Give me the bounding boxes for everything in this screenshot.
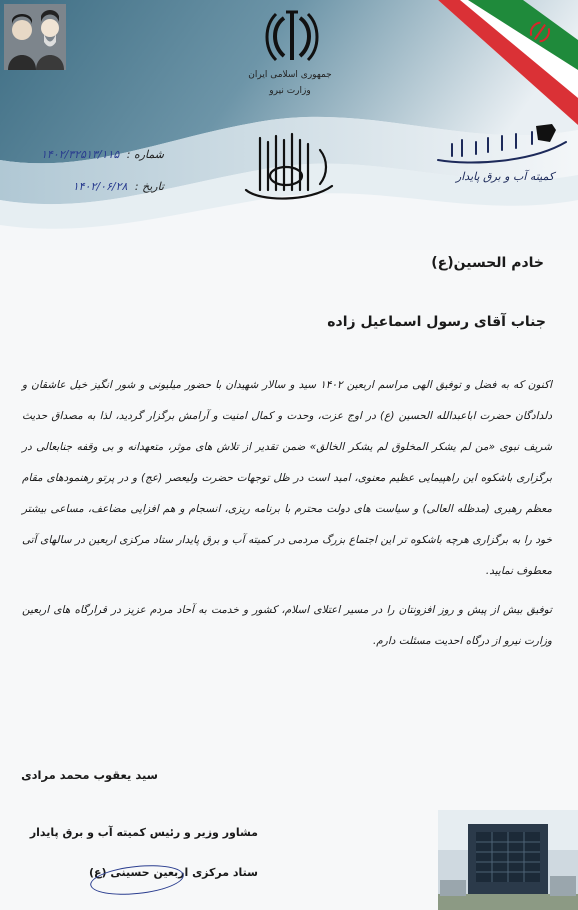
date-label: تاریخ :	[134, 180, 164, 193]
body-paragraph-1: اکنون که به فضل و توفیق الهی مراسم اربعین ۱۴۰۲ سید و سالار شهیدان با حضور میلیونی و شور انگیز خیل عاشقان و دلدادگان حضرت اباعبدالله الحسین (ع) در اوج عزت، وحدت و کمال امنیت و آرامش برگزار گردید، لذا به مصداق حدیث شریف نبوی «من لم یشکر المخلوق لم یشکر الخالق» ضمن تقدیر از تلاش های موثر، متعهدانه و بی وقفه جنابعالی در برگزاری باشکوه این راهپیمایی عظیم معنوی، امید است در ظل توجهات حضرت ولیعصر (عج) و در پرتو رهنمودهای مقام معظم رهبری (مدظله العالی) و سیاست های دولت محترم با برنامه ریزی، انسجام و هم افزایی مضاعف، مساعی بیشتر خود را به برگزاری هرچه باشکوه تر این اجتماع بزرگ مردمی در کمیته آب و برق پایدار ستاد مرکزی اربعین در سالهای آتی معطوف نمایید.	[22, 379, 552, 577]
bismillah-calligraphy	[240, 130, 340, 205]
greeting: خادم الحسین(ع)	[431, 255, 544, 271]
date-value: ۱۴۰۲/۰۶/۲۸	[72, 180, 128, 193]
signer-name: سید یعقوب محمد مرادی	[21, 768, 158, 782]
number-label: شماره :	[126, 148, 164, 161]
org-name: کمیته آب و برق پایدار	[455, 170, 555, 183]
signer-title-2: ستاد مرکزی اربعین حسینی (ع)	[88, 866, 258, 879]
number-value: ۱۴۰۲/۳۲۵۱۳/۱۱۵	[40, 148, 120, 161]
ministry-title: وزارت نیرو	[269, 86, 311, 96]
letter-body	[22, 370, 552, 657]
body-paragraph-2: توفیق بیش از پیش و روز افزونتان را در مسیر اعتلای اسلام، کشور و خدمت به آحاد مردم عزیز در قرارگاه های اربعین وزارت نیرو از درگاه احدیت مسئلت دارم.	[22, 604, 552, 647]
iran-emblem-icon	[262, 8, 322, 64]
iran-flag	[428, 0, 578, 125]
arbaeen-logo	[432, 122, 572, 166]
letter-number	[14, 148, 164, 161]
recipient: جناب آقای رسول اسماعیل زاده	[327, 314, 546, 330]
ministry-building-photo	[438, 810, 578, 910]
republic-title: جمهوری اسلامی ایران	[248, 70, 332, 80]
letter-date	[14, 180, 164, 193]
signer-title-1: مشاور وزیر و رئیس کمیته آب و برق پایدار	[29, 826, 258, 839]
leaders-portrait	[4, 4, 66, 70]
